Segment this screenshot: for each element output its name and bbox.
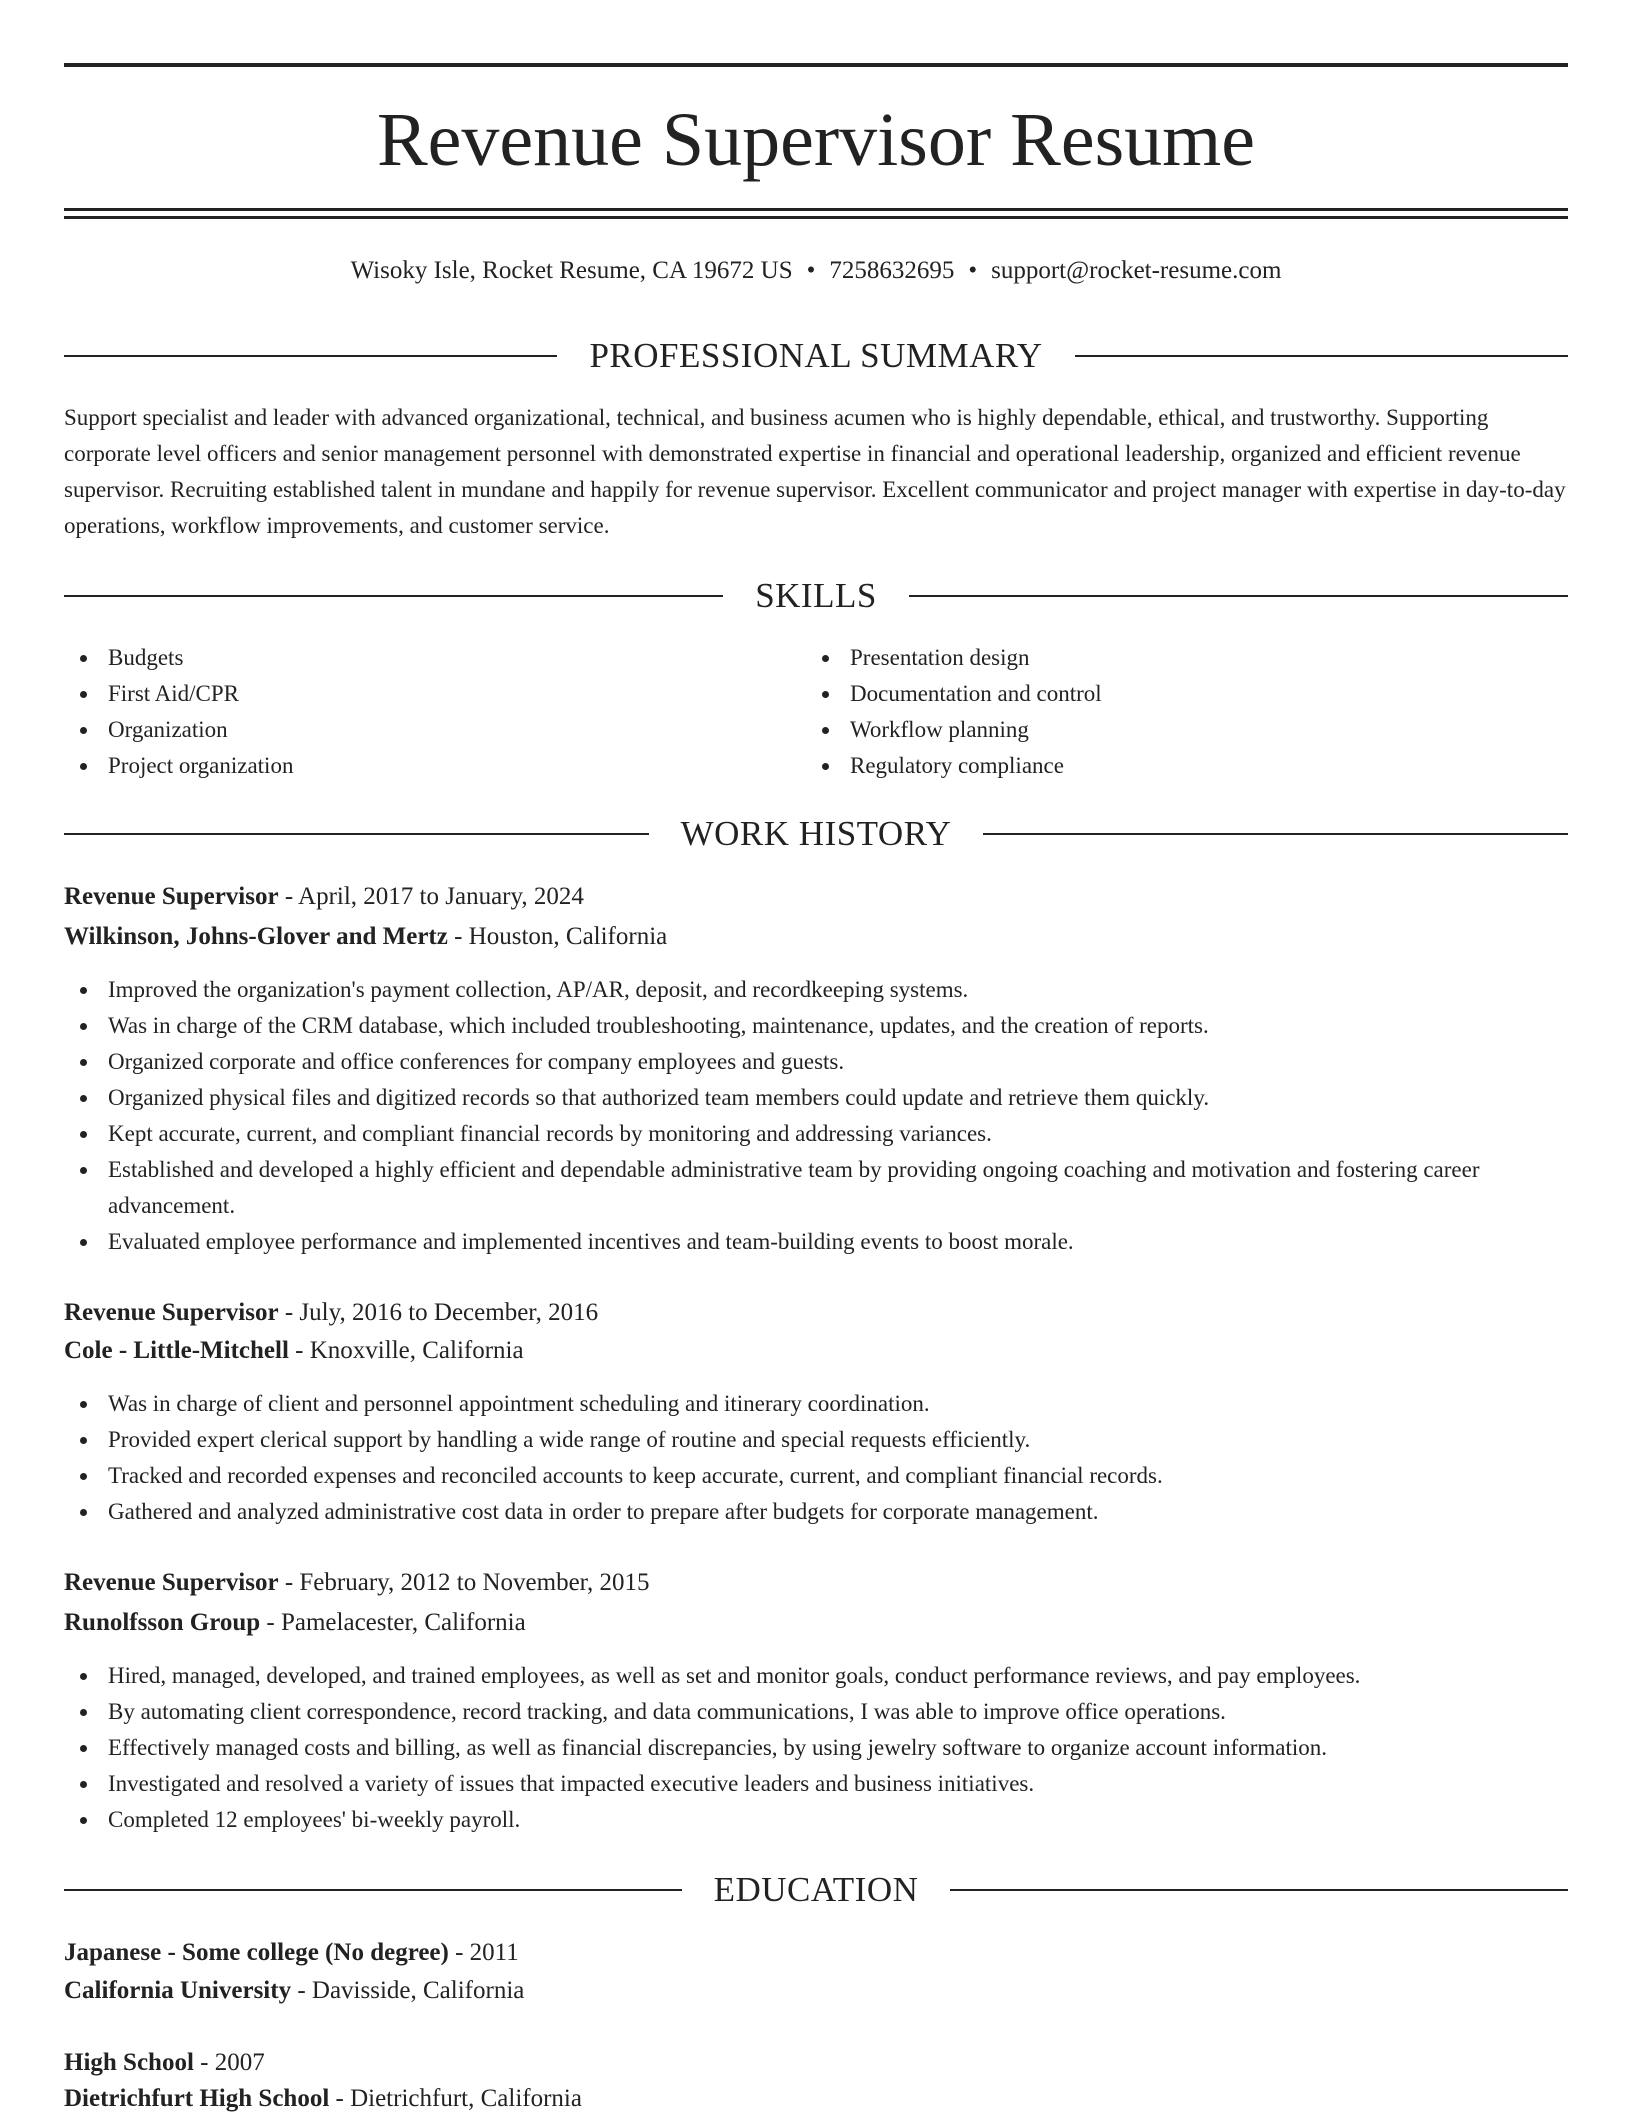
job-dates: - February, 2012 to November, 2015	[278, 1569, 650, 1596]
education-year: - 2011	[448, 1939, 519, 1966]
job-bullet: Established and developed a highly efficient and dependable administrative team by providing ongoing coaching and motivation and fostering career advancement.	[64, 1152, 1568, 1224]
job-dates: - April, 2017 to January, 2024	[278, 883, 584, 910]
job-title: Revenue Supervisor	[64, 1299, 279, 1326]
job-location: - Houston, California	[447, 923, 668, 950]
job-company: Runolfsson Group	[64, 1609, 261, 1636]
work-heading	[64, 814, 1568, 854]
skills-list-left	[64, 640, 764, 784]
education-school-line	[64, 1974, 1568, 2008]
top-rule	[64, 63, 1568, 67]
skills-heading-label: SKILLS	[755, 576, 877, 615]
education-school-line	[64, 2082, 1568, 2116]
skill-item: Regulatory compliance	[806, 748, 1506, 784]
job-bullet: Gathered and analyzed administrative cost data in order to prepare after budgets for corporate management.	[64, 1494, 1568, 1530]
job-title: Revenue Supervisor	[64, 883, 279, 910]
heading-rule-left	[64, 1889, 682, 1891]
job-bullets	[64, 972, 1568, 1260]
job-bullet: Provided expert clerical support by handling a wide range of routine and special requests efficiently.	[64, 1422, 1568, 1458]
skill-item: Organization	[64, 712, 764, 748]
skill-item: Project organization	[64, 748, 764, 784]
job-bullet: Improved the organization's payment collection, AP/AR, deposit, and recordkeeping systems.	[64, 972, 1568, 1008]
heading-rule-left	[64, 355, 557, 357]
job-company-line	[64, 1606, 1568, 1640]
education-degree-line	[64, 1936, 1568, 1970]
education-location: - Davisside, California	[291, 1977, 525, 2004]
job-company: Wilkinson, Johns-Glover and Mertz	[64, 923, 448, 950]
contact-line	[64, 254, 1568, 288]
heading-rule-right	[983, 833, 1568, 835]
job-bullet: Was in charge of the CRM database, which included troubleshooting, maintenance, updates, and the creation of reports.	[64, 1008, 1568, 1044]
skill-item: Documentation and control	[806, 676, 1506, 712]
skill-item: Presentation design	[806, 640, 1506, 676]
job-dates: - July, 2016 to December, 2016	[278, 1299, 599, 1326]
job-bullet: Organized corporate and office conferences for company employees and guests.	[64, 1044, 1568, 1080]
job-bullets	[64, 1658, 1568, 1838]
job-title-line	[64, 1566, 1568, 1600]
page-title: Revenue Supervisor Resume	[376, 98, 1256, 182]
heading-rule-left	[64, 595, 723, 597]
education-heading-label: EDUCATION	[713, 1870, 919, 1909]
job-title-line	[64, 1296, 1568, 1330]
contact-separator: •	[968, 257, 978, 284]
title-rule-lower	[64, 216, 1568, 219]
job-company-line	[64, 920, 1568, 954]
skills-list-right	[806, 640, 1506, 784]
job-bullet: Tracked and recorded expenses and reconciled accounts to keep accurate, current, and compliant financial records.	[64, 1458, 1568, 1494]
job-location: - Pamelacester, California	[260, 1609, 526, 1636]
contact-address: Wisoky Isle, Rocket Resume, CA 19672 US	[350, 257, 793, 284]
job-bullet: By automating client correspondence, record tracking, and data communications, I was able to improve office operations.	[64, 1694, 1568, 1730]
job-bullet: Completed 12 employees' bi-weekly payroll.	[64, 1802, 1568, 1838]
summary-heading-label: PROFESSIONAL SUMMARY	[589, 336, 1043, 375]
contact-email: support@rocket-resume.com	[991, 257, 1282, 284]
education-year: - 2007	[193, 2049, 265, 2076]
job-location: - Knoxville, California	[288, 1337, 524, 1364]
job-title-line	[64, 880, 1568, 914]
skill-item: Budgets	[64, 640, 764, 676]
contact-separator: •	[806, 257, 816, 284]
heading-rule-right	[950, 1889, 1568, 1891]
heading-rule-left	[64, 833, 649, 835]
job-title: Revenue Supervisor	[64, 1569, 279, 1596]
education-school: Dietrichfurt High School	[64, 2085, 330, 2112]
heading-rule-right	[1075, 355, 1568, 357]
job-company: Cole - Little-Mitchell	[64, 1337, 289, 1364]
job-bullets	[64, 1386, 1568, 1530]
job-bullet: Investigated and resolved a variety of issues that impacted executive leaders and business initiatives.	[64, 1766, 1568, 1802]
education-heading	[64, 1870, 1568, 1910]
summary-text: Support specialist and leader with advanced organizational, technical, and business acumen who is highly dependable, ethical, and trustworthy. Supporting corporate level officers and senior management personnel with demonstrated expertise in financial and operational leadership, organized and efficient revenue supervisor. Recruiting established talent in mundane and happily for revenue supervisor. Excellent communicator and project manager with expertise in day-to-day operations, workflow improvements, and customer service.	[64, 405, 1566, 538]
education-location: - Dietrichfurt, California	[329, 2085, 582, 2112]
job-bullet: Organized physical files and digitized records so that authorized team members could update and retrieve them quickly.	[64, 1080, 1568, 1116]
contact-phone: 7258632695	[829, 257, 955, 284]
title-rule-upper	[64, 208, 1568, 211]
education-degree: Japanese - Some college (No degree)	[64, 1939, 449, 1966]
job-bullet: Was in charge of client and personnel appointment scheduling and itinerary coordination.	[64, 1386, 1568, 1422]
job-bullet: Hired, managed, developed, and trained employees, as well as set and monitor goals, conduct performance reviews, and pay employees.	[64, 1658, 1568, 1694]
job-bullet: Effectively managed costs and billing, as well as financial discrepancies, by using jewelry software to organize account information.	[64, 1730, 1568, 1766]
skill-item: First Aid/CPR	[64, 676, 764, 712]
education-school: California University	[64, 1977, 292, 2004]
work-heading-label: WORK HISTORY	[680, 814, 952, 853]
job-bullet: Evaluated employee performance and implemented incentives and team-building events to boost morale.	[64, 1224, 1568, 1260]
skill-item: Workflow planning	[806, 712, 1506, 748]
education-degree: High School	[64, 2049, 194, 2076]
heading-rule-right	[909, 595, 1568, 597]
job-bullet: Kept accurate, current, and compliant financial records by monitoring and addressing variances.	[64, 1116, 1568, 1152]
summary-heading	[64, 336, 1568, 376]
skills-heading	[64, 576, 1568, 616]
job-company-line	[64, 1334, 1568, 1368]
education-degree-line	[64, 2046, 1568, 2080]
